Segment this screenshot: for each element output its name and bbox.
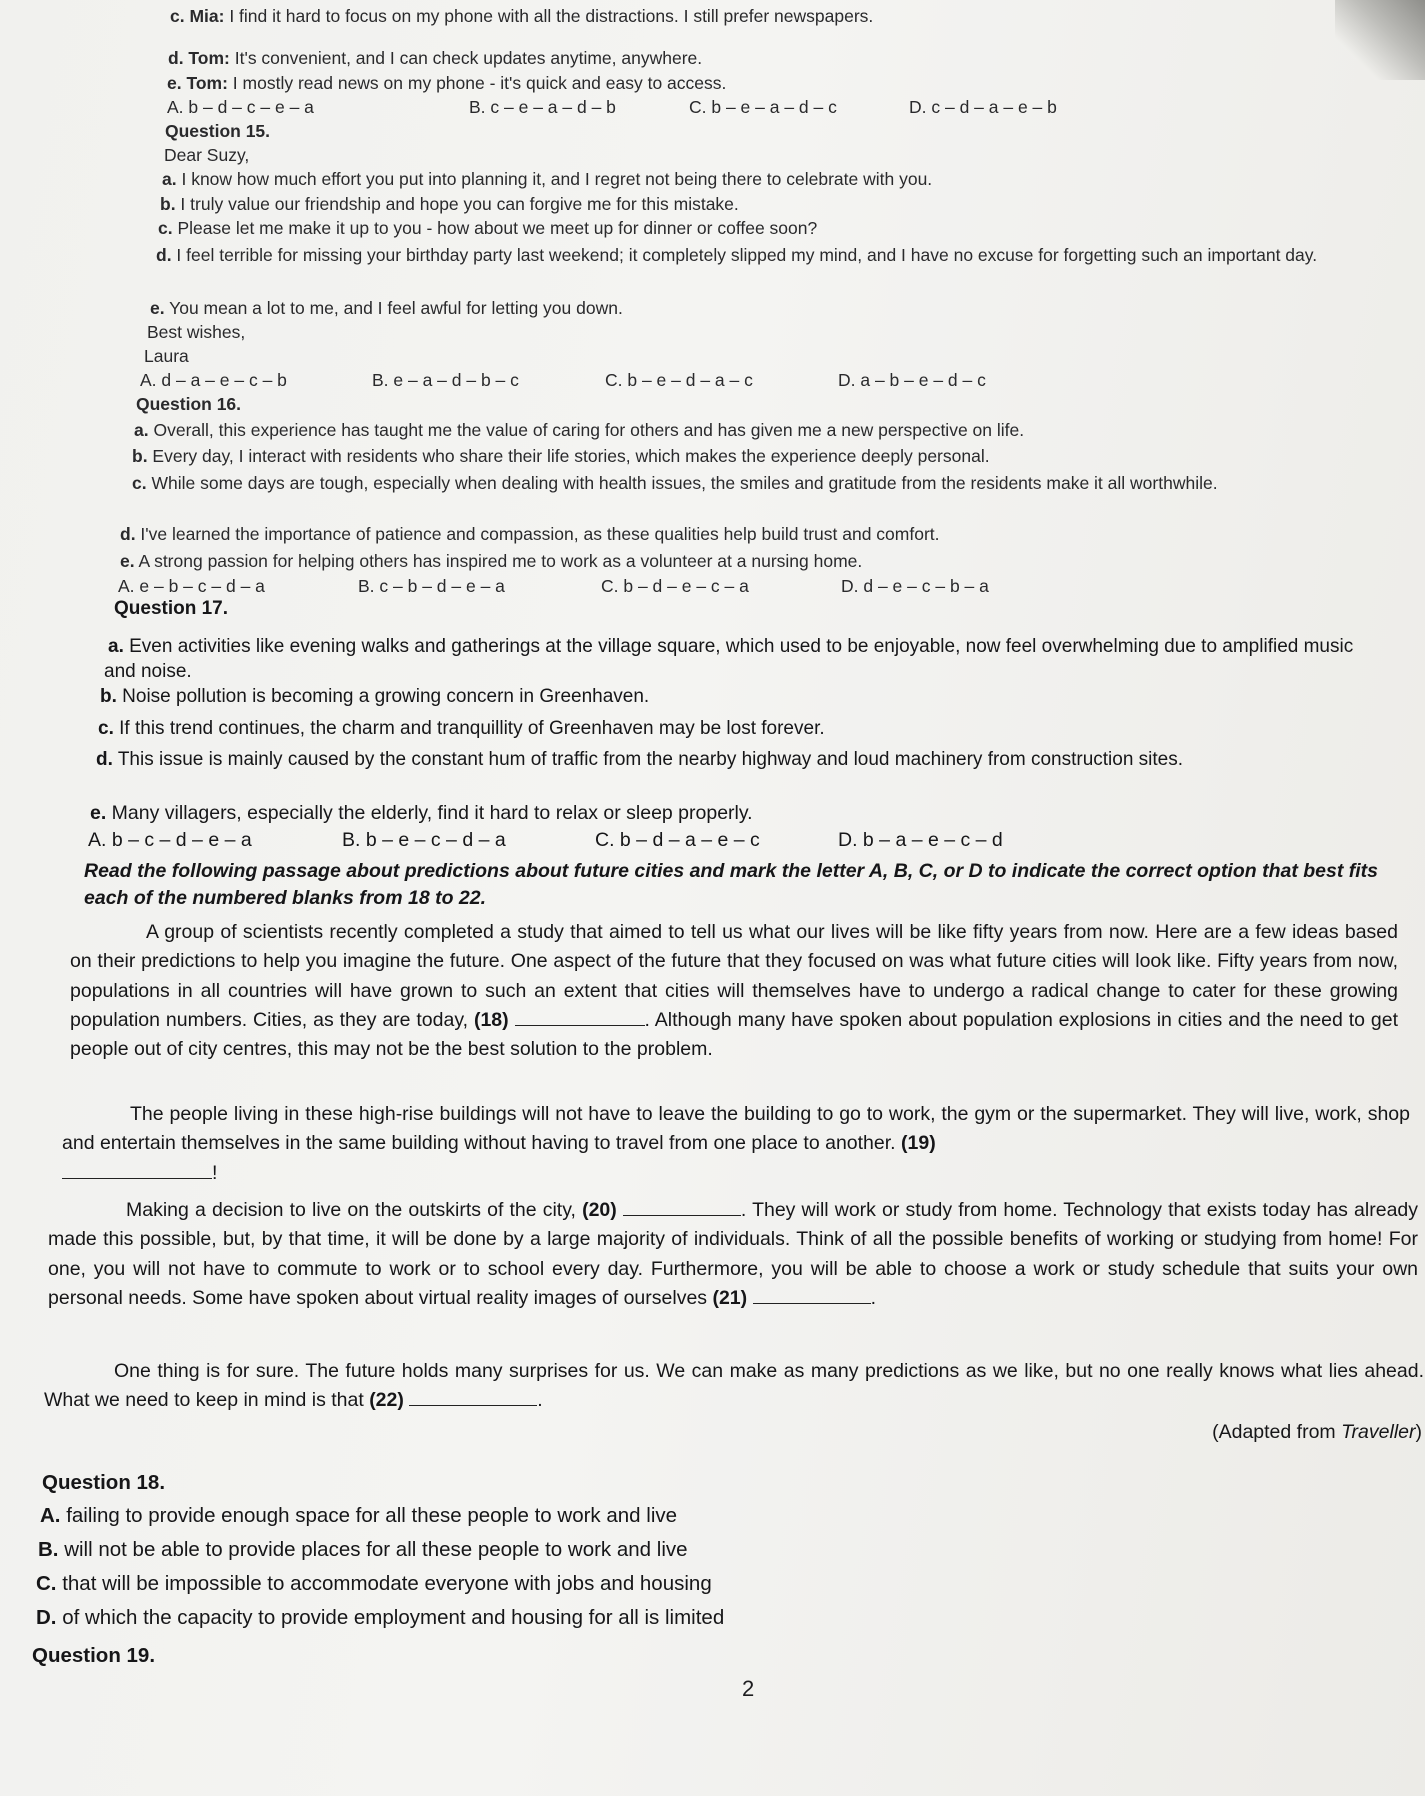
q15-item-d: d. I feel terrible for missing your birthday party last weekend; it completely slipped my mind, and I have no excuse for forgetting such an important day. [156,245,1318,265]
q16-item-b: b. Every day, I interact with residents who share their life stories, which makes the experience deeply personal. [132,446,990,466]
q17-item-e: e. Many villagers, especially the elderly, find it hard to relax or sleep properly. [90,802,753,824]
q14-option-a[interactable]: A. b – d – c – e – a [167,97,314,117]
q15-option-d[interactable]: D. a – b – e – d – c [838,370,986,390]
page-number: 2 [742,1676,755,1701]
q16-option-a[interactable]: A. e – b – c – d – a [118,576,265,596]
passage-paragraph-4: One thing is for sure. The future holds many surprises for us. We can make as many predictions as we like, but no one really knows what lies ahead. What we need to keep in mind is that (22) . [44,1360,1424,1412]
q16-item-e: e. A strong passion for helping others has inspired me to work as a volunteer at a nursing home. [120,551,863,571]
q15-item-a: a. I know how much effort you put into planning it, and I regret not being there to celebrate with you. [162,169,933,189]
q15-signature: Laura [144,346,189,366]
blank-19[interactable] [62,1177,212,1179]
passage-paragraph-3: Making a decision to live on the outskirts of the city, (20) . They will work or study from home. Technology that exists today has already made this possible, but, by that time, it will be done by a large majority of individuals. Think of all the possible benefits of working or studying from home! For one, you will not have to commute to work or to school every day. Furthermore, you will be able to choose a work or study schedule that suits your own personal needs. Some have spoken about virtual reality images of ourselves (21) . [48,1199,1419,1309]
blank-22[interactable] [409,1404,537,1406]
q15-item-b: b. I truly value our friendship and hope you can forgive me for this mistake. [160,194,739,214]
q14-options [167,97,1117,118]
q16-option-b[interactable]: B. c – b – d – e – a [358,576,505,596]
q17-item-a: a. Even activities like evening walks and gatherings at the village square, which used to be enjoyable, now feel overwhelming due to amplified music and noise. [104,636,1354,683]
q17-option-a[interactable]: A. b – c – d – e – a [88,829,252,851]
q17-option-b[interactable]: B. b – e – c – d – a [342,829,506,851]
q14-line-c: c. Mia: I find it hard to focus on my phone with all the distractions. I still prefer newspapers. [170,6,874,26]
q14-option-c[interactable]: C. b – e – a – d – c [689,97,837,117]
q16-item-d: d. I've learned the importance of patience and compassion, as these qualities help build trust and comfort. [120,524,940,544]
q18-option-c[interactable]: C. that will be impossible to accommodate everyone with jobs and housing [36,1572,712,1595]
passage-instruction: Read the following passage about predictions about future cities and mark the letter A, B, C, or D to indicate the correct option that best fits each of the numbered blanks from 18 to 22. [84,860,1379,909]
q17-option-c[interactable]: C. b – d – a – e – c [595,829,760,851]
q15-item-e: e. You mean a lot to me, and I feel awful for letting you down. [150,298,623,318]
q15-item-c: c. Please let me make it up to you - how about we meet up for dinner or coffee soon? [158,218,818,238]
q18-option-d[interactable]: D. of which the capacity to provide employment and housing for all is limited [36,1606,725,1629]
q14-line-d: d. Tom: It's convenient, and I can check updates anytime, anywhere. [168,48,703,68]
q16-option-c[interactable]: C. b – d – e – c – a [601,576,749,596]
q15-options [140,370,1090,391]
photo-shadow [1335,0,1425,80]
q15-title: Question 15. [165,121,271,141]
q16-option-d[interactable]: D. d – e – c – b – a [841,576,989,596]
q16-item-c: c. While some days are tough, especially when dealing with health issues, the smiles and gratitude from the residents make it all worthwhile. [132,473,1218,493]
q15-closing: Best wishes, [147,322,246,342]
q15-option-c[interactable]: C. b – e – d – a – c [605,370,753,390]
blank-20[interactable] [623,1214,741,1216]
q17-options [88,829,1088,853]
q17-option-d[interactable]: D. b – a – e – c – d [838,829,1003,851]
q16-title: Question 16. [136,394,242,414]
q14-option-b[interactable]: B. c – e – a – d – b [469,97,616,117]
q17-title: Question 17. [114,598,229,619]
q15-option-b[interactable]: B. e – a – d – b – c [372,370,519,390]
passage-paragraph-2: The people living in these high-rise buildings will not have to leave the building to go to work, the gym or the supermarket. They will live, work, shop and entertain themselves in the same building without having to travel from one place to another. (19) ! [62,1103,1410,1184]
q15-greeting: Dear Suzy, [164,145,250,165]
q17-item-c: c. If this trend continues, the charm and tranquillity of Greenhaven may be lost forever. [98,718,825,739]
q18-title: Question 18. [42,1471,166,1494]
q14-option-d[interactable]: D. c – d – a – e – b [909,97,1057,117]
q19-title: Question 19. [32,1644,156,1667]
q17-item-d: d. This issue is mainly caused by the constant hum of traffic from the nearby highway and loud machinery from construction sites. [96,749,1184,770]
blank-21[interactable] [753,1302,871,1304]
passage-source: (Adapted from Traveller) [1212,1421,1422,1443]
blank-18[interactable] [515,1024,645,1026]
q18-option-a[interactable]: A. failing to provide enough space for all these people to work and live [40,1504,678,1527]
q14-line-e: e. Tom: I mostly read news on my phone - it's quick and easy to access. [167,73,727,93]
passage-paragraph-1: A group of scientists recently completed a study that aimed to tell us what our lives will be like fifty years from now. Here are a few ideas based on their predictions to help you imagine the future. One aspect of the future that they focused on was what future cities will look like. Fifty years from now, populations in all countries will have grown to such an extent that cities will themselves have to undergo a radical change to cater for these growing population numbers. Cities, as they are today, (18) . Although many have spoken about population explosions in cities and the need to get people out of city centres, this may not be the best solution to the problem. [70,921,1398,1060]
q18-option-b[interactable]: B. will not be able to provide places for all these people to work and live [38,1538,688,1561]
q17-item-b: b. Noise pollution is becoming a growing concern in Greenhaven. [100,686,650,707]
q16-item-a: a. Overall, this experience has taught me the value of caring for others and has given me a new perspective on life. [134,420,1025,440]
q16-options [118,576,1068,597]
q15-option-a[interactable]: A. d – a – e – c – b [140,370,287,390]
